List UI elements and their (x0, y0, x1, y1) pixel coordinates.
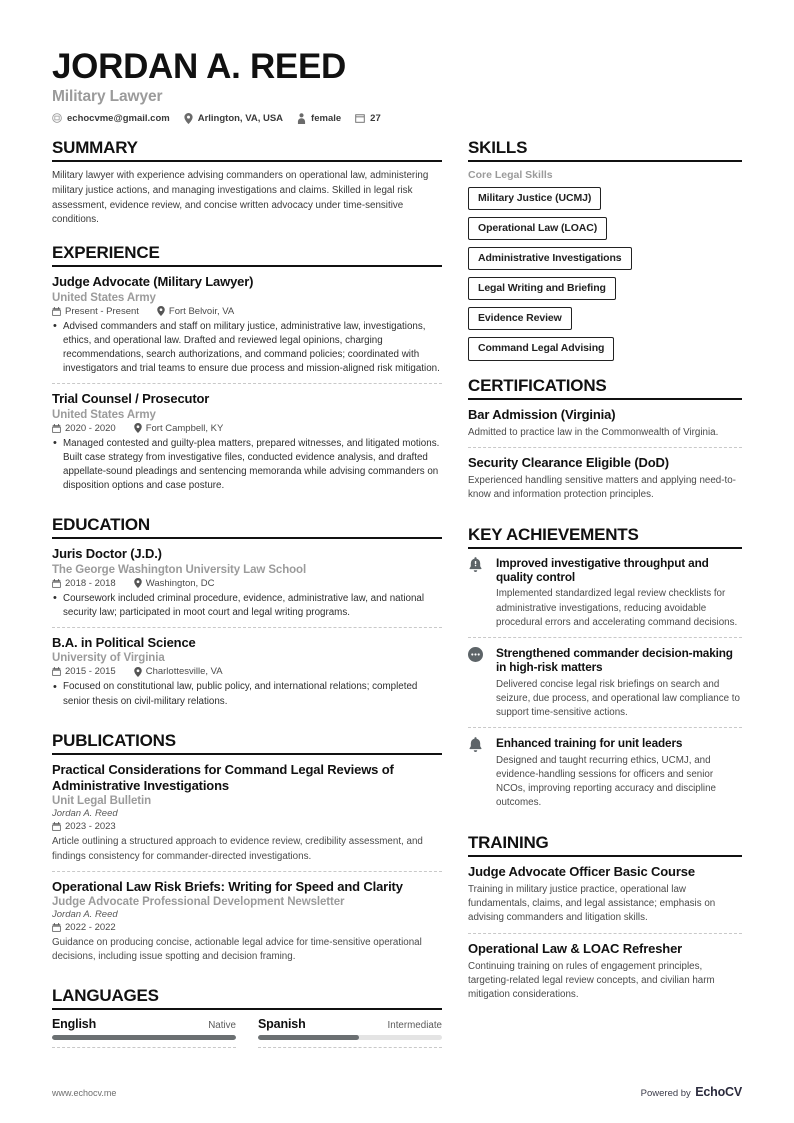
publication-publisher: Judge Advocate Professional Development Newsletter (52, 895, 345, 908)
skills-group-label: Core Legal Skills (468, 168, 553, 181)
contact-location (184, 113, 283, 124)
publication-description: Guidance on producing concise, actionable legal advice for time-sensitive operational decisions, including issue spotting and decision framing. (52, 936, 422, 963)
language-name: English (52, 1017, 97, 1032)
contact-gender (297, 113, 341, 124)
resume-columns (52, 138, 742, 1048)
location-pin-icon (134, 667, 142, 677)
experience-dates (52, 306, 139, 317)
calendar-icon (52, 667, 61, 676)
achievement-description: Designed and taught recurring ethics, UCMJ, and evidence-handling sessions for officers and senior NCOs, improving reporting accuracy and discipline outcomes. (496, 754, 716, 809)
contact-age-value: 27 (370, 112, 381, 124)
achievement-title: Enhanced training for unit leaders (496, 736, 683, 751)
achievement-body (496, 556, 742, 630)
section-title-training: TRAINING (468, 833, 742, 857)
experience-org: United States Army (52, 291, 156, 304)
education-location-value: Charlottesville, VA (145, 666, 223, 678)
section-experience (52, 243, 442, 500)
publication-name: Practical Considerations for Command Legal Reviews of Administrative Investigations (52, 761, 394, 794)
experience-role: Trial Counsel / Prosecutor (52, 391, 210, 407)
experience-bullets (52, 437, 442, 494)
bullet: • Advised commanders and staff on military justice, administrative law, investigations, ethics, and operational law. Drafted and reviewed legal opinions, charging recommendations, search authorizations, and command policies; coordinated with investigators and trial teams to ensure due process and mission-aligned risk mitigation. (52, 320, 442, 377)
language-head (258, 1017, 442, 1031)
footer-powered-label: Powered by (640, 1088, 691, 1099)
experience-dates-value: 2020 - 2020 (65, 422, 116, 434)
education-dates-value: 2015 - 2015 (65, 666, 116, 678)
footer-powered-by (641, 1083, 742, 1101)
publication-dates-value: 2023 - 2023 (65, 821, 116, 833)
education-bullets (52, 680, 442, 708)
calendar-icon (355, 113, 365, 123)
certification-description: Admitted to practice law in the Commonwealth of Virginia. (468, 426, 719, 438)
section-title-certifications: CERTIFICATIONS (468, 376, 742, 400)
achievement-description: Implemented standardized legal review checklists for administrative investigations, reducing avoidable procedural errors and accelerating command decisions. (496, 588, 738, 628)
location-pin-icon (134, 423, 142, 433)
certification-entry (468, 447, 742, 510)
training-name: Judge Advocate Officer Basic Course (468, 863, 695, 879)
publication-meta (52, 922, 442, 933)
education-entry (52, 546, 442, 627)
certification-description: Experienced handling sensitive matters and applying need-to-know and information protection principles. (468, 475, 736, 501)
publication-entry (52, 871, 442, 972)
bell-icon (468, 736, 487, 810)
education-entry (52, 627, 442, 716)
section-title-skills: SKILLS (468, 138, 742, 162)
section-languages (52, 986, 442, 1048)
training-entry (468, 864, 742, 933)
section-publications (52, 731, 442, 972)
achievement-item (468, 727, 742, 817)
person-icon (297, 113, 306, 124)
publication-entry (52, 762, 442, 871)
summary-text: Military lawyer with experience advising commanders on operational law, administering military justice actions, and managing investigations and claims. Skilled in legal risk assessment, evidence review, and concise written advocacy under time-sensitive conditions. (52, 169, 429, 226)
section-education (52, 515, 442, 715)
contact-email-value: echocvme@gmail.com (67, 112, 170, 124)
section-skills (468, 138, 742, 361)
section-title-languages: LANGUAGES (52, 986, 442, 1010)
education-degree: Juris Doctor (J.D.) (52, 546, 162, 562)
section-training (468, 833, 742, 1010)
skill-chip: Command Legal Advising (468, 337, 614, 360)
footer-url[interactable]: www.echocv.me (52, 1088, 117, 1098)
language-level: Native (208, 1020, 236, 1032)
training-name: Operational Law & LOAC Refresher (468, 940, 683, 956)
education-dates (52, 666, 116, 677)
page-title: JORDAN A. REED (52, 47, 346, 86)
education-dates-value: 2018 - 2018 (65, 577, 116, 589)
skill-chip: Operational Law (LOAC) (468, 217, 607, 240)
experience-dates (52, 423, 116, 434)
skill-chip-list (468, 187, 742, 361)
publication-dates (52, 922, 116, 933)
right-column (468, 138, 742, 1010)
education-school: University of Virginia (52, 652, 165, 665)
contact-location-value: Arlington, VA, USA (197, 112, 284, 124)
publication-name: Operational Law Risk Briefs: Writing for Speed and Clarity (52, 878, 403, 894)
section-title-experience: EXPERIENCE (52, 243, 442, 267)
publication-author: Jordan A. Reed (52, 908, 118, 920)
language-proficiency-fill (52, 1035, 236, 1040)
education-location-value: Washington, DC (145, 577, 215, 589)
contact-email (52, 113, 170, 124)
training-entry (468, 933, 742, 1010)
experience-entry (52, 274, 442, 383)
job-title: Military Lawyer (52, 87, 163, 105)
skill-chip: Military Justice (UCMJ) (468, 187, 601, 210)
page-footer (52, 1083, 742, 1101)
calendar-icon (52, 579, 61, 588)
experience-location-value: Fort Campbell, KY (145, 422, 224, 434)
achievement-title: Strengthened commander decision-making in high-risk matters (496, 646, 733, 675)
section-certifications (468, 376, 742, 510)
location-pin-icon (134, 578, 142, 588)
certification-entry (468, 407, 742, 447)
language-level: Intermediate (387, 1020, 442, 1032)
education-meta (52, 578, 442, 589)
publication-publisher: Unit Legal Bulletin (52, 795, 152, 808)
experience-location-value: Fort Belvoir, VA (168, 305, 235, 317)
calendar-icon (52, 424, 61, 433)
experience-entry (52, 383, 442, 500)
skill-chip: Legal Writing and Briefing (468, 277, 616, 300)
education-location (134, 666, 223, 677)
education-degree: B.A. in Political Science (52, 635, 196, 651)
publication-description: Article outlining a structured approach to evidence review, credibility assessment, and findings consistency for commander-directed investigations. (52, 836, 423, 862)
location-pin-icon (184, 113, 193, 124)
section-key-achievements (468, 525, 742, 818)
publication-dates-value: 2022 - 2022 (65, 921, 116, 933)
ellipsis-circle-icon (468, 646, 487, 720)
calendar-icon (52, 307, 61, 316)
bullet: • Focused on constitutional law, public policy, and international relations; completed senior thesis on civil-military relations. (52, 680, 442, 708)
training-description: Continuing training on rules of engagement principles, targeting-related legal review concepts, and civilian harm mitigation considerations. (468, 960, 715, 1001)
language-head (52, 1017, 236, 1031)
experience-location (157, 306, 234, 317)
experience-bullets (52, 320, 442, 377)
section-title-key-achievements: KEY ACHIEVEMENTS (468, 525, 742, 549)
education-meta (52, 666, 442, 677)
training-description: Training in military justice practice, operational law fundamentals, claims, and legal assistance; emphasis on advising commanders and litigation skills. (468, 883, 716, 924)
section-title-education: EDUCATION (52, 515, 442, 539)
publication-meta (52, 821, 442, 832)
publication-author: Jordan A. Reed (52, 808, 118, 820)
footer-brand: EchoCV (695, 1085, 742, 1099)
certification-name: Bar Admission (Virginia) (468, 406, 616, 422)
language-proficiency-track (258, 1035, 442, 1040)
language-item (52, 1017, 236, 1048)
section-title-publications: PUBLICATIONS (52, 731, 442, 755)
education-bullets (52, 592, 442, 620)
experience-dates-value: Present - Present (65, 305, 139, 317)
language-proficiency-fill (258, 1035, 359, 1040)
achievement-body (496, 736, 742, 810)
publication-dates (52, 821, 116, 832)
experience-org: United States Army (52, 408, 156, 421)
calendar-icon (52, 923, 61, 932)
left-column (52, 138, 442, 1048)
achievement-title: Improved investigative throughput and quality control (496, 555, 709, 585)
bell-badge-icon (468, 556, 487, 630)
email-icon (52, 113, 62, 123)
contact-gender-value: female (311, 112, 342, 124)
section-summary (52, 138, 442, 229)
experience-meta (52, 306, 442, 317)
certification-name: Security Clearance Eligible (DoD) (468, 455, 669, 470)
bullet: • Coursework included criminal procedure, evidence, administrative law, and national security law; participated in moot court and legal writing programs. (52, 592, 442, 620)
resume-header (52, 48, 742, 124)
bullet: • Managed contested and guilty-plea matters, prepared witnesses, and litigated motions. Built case strategy from investigative files, conducted evidence analysis, and drafted appellate-sound pleadings and sentencing memoranda while advising commanders on disposition options and case posture. (52, 437, 442, 494)
experience-meta (52, 423, 442, 434)
education-dates (52, 578, 116, 589)
skill-chip: Evidence Review (468, 307, 572, 330)
experience-location (134, 423, 224, 434)
experience-role: Judge Advocate (Military Lawyer) (52, 274, 254, 290)
contact-age (355, 113, 381, 124)
achievement-item (468, 637, 742, 727)
education-school: The George Washington University Law School (52, 563, 307, 576)
section-title-summary: SUMMARY (52, 138, 442, 162)
location-pin-icon (157, 306, 165, 316)
skill-chip: Administrative Investigations (468, 247, 632, 270)
languages-grid (52, 1017, 442, 1048)
calendar-icon (52, 822, 61, 831)
achievement-description: Delivered concise legal risk briefings on search and seizure, due process, and operational law compliance to support time-sensitive actions. (496, 678, 740, 719)
language-item (258, 1017, 442, 1048)
language-proficiency-track (52, 1035, 236, 1040)
achievement-item (468, 556, 742, 637)
education-location (134, 578, 215, 589)
contact-row (52, 113, 742, 124)
language-name: Spanish (258, 1017, 306, 1032)
achievement-body (496, 646, 742, 720)
